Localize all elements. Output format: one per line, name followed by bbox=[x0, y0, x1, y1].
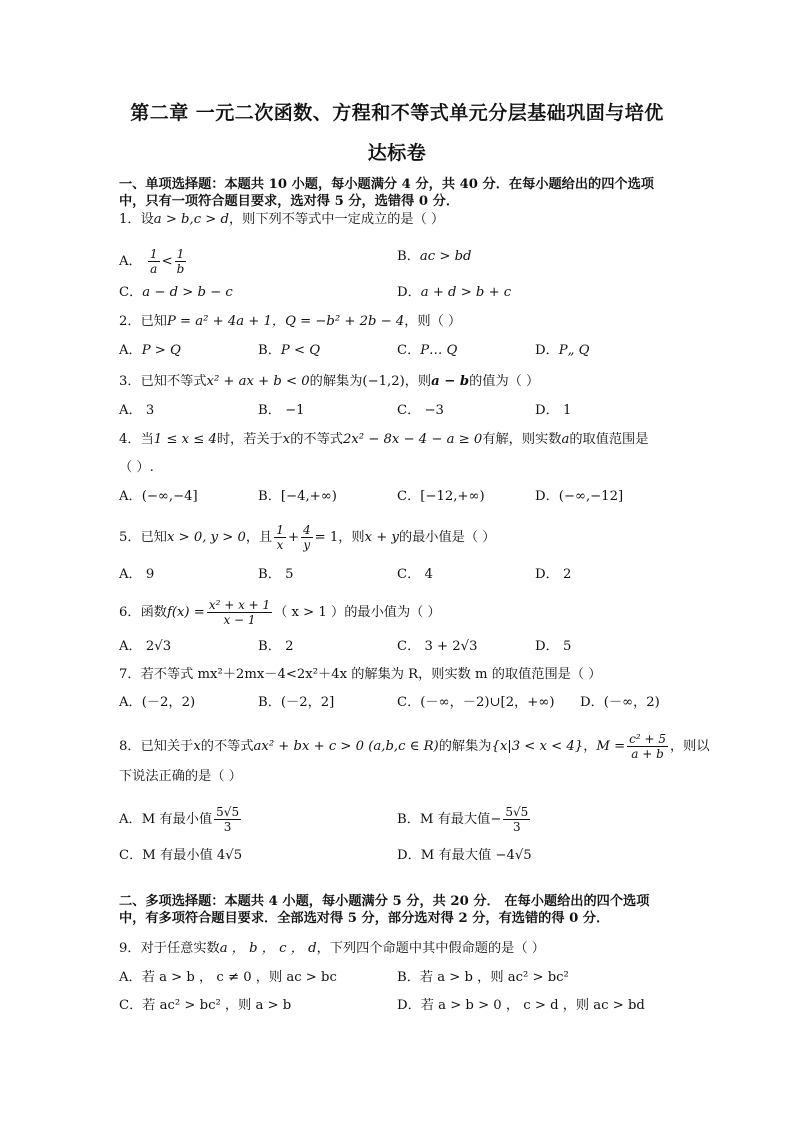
q5-option-b[interactable]: B． 5 bbox=[258, 567, 294, 582]
q1-option-a[interactable] bbox=[119, 248, 188, 275]
q8-option-a-fraction bbox=[214, 806, 241, 833]
q1-option-c-label: C． bbox=[119, 285, 143, 300]
q8-prefix: 8．已知关于 bbox=[119, 739, 194, 754]
q2-option-b-expr: P < Q bbox=[280, 343, 321, 358]
q5-fraction-1 bbox=[274, 524, 286, 551]
q9-variables: a ， b ， c ， d bbox=[219, 941, 317, 956]
q5-condition: x > 0, y > 0 bbox=[166, 530, 246, 545]
q3-mid: 的解集为 bbox=[309, 374, 363, 389]
q4-mid3: 有解，则实数 bbox=[482, 432, 562, 447]
question-3 bbox=[119, 373, 539, 391]
q8-fraction bbox=[627, 733, 668, 760]
q1-frac1-den: a bbox=[150, 262, 158, 276]
q4-mid2: 的不等式 bbox=[290, 432, 343, 447]
q4-option-a[interactable] bbox=[119, 488, 198, 506]
q5-equals: = 1 bbox=[314, 530, 339, 545]
q8-inequality: ax² + bx + c > 0 (a,b,c ∈ R) bbox=[253, 739, 439, 754]
page-title-line2: 达标卷 bbox=[367, 142, 427, 164]
section-1-line1: 一、单项选择题：本题共 10 小题，每小题满分 4 分，共 40 分．在每小题给出的四个选项 bbox=[119, 177, 654, 192]
q4-option-a-label: A． bbox=[119, 489, 142, 504]
q5-option-a[interactable]: A． 9 bbox=[119, 567, 155, 582]
q5-suffix: 的最小值是（ ） bbox=[398, 530, 496, 545]
q4-line2: （ ）. bbox=[119, 460, 154, 475]
section-1-heading bbox=[119, 176, 679, 210]
q8-option-d[interactable]: D．M 有最大值 −4√5 bbox=[397, 848, 532, 863]
q4-option-c-expr: [−12,+∞) bbox=[420, 489, 485, 504]
q4-option-b[interactable] bbox=[258, 488, 337, 506]
q2-option-c-label: C． bbox=[397, 343, 421, 358]
q3-option-c[interactable]: C． −3 bbox=[397, 403, 444, 418]
page-title-line1: 第二章 一元二次函数、方程和不等式单元分层基础巩固与培优 bbox=[130, 102, 664, 124]
q3-mid2: ，则 bbox=[404, 374, 432, 389]
q1-option-c-expr: a − d > b − c bbox=[142, 285, 233, 300]
q2-option-a-label: A． bbox=[119, 343, 142, 358]
q6-suffix: 的最小值为（ ） bbox=[344, 605, 441, 620]
q2-option-d-label: D． bbox=[535, 343, 559, 358]
q4-option-a-expr: (−∞,−4] bbox=[141, 489, 198, 504]
question-5 bbox=[119, 524, 495, 551]
q1-frac2-num: 1 bbox=[175, 248, 187, 262]
question-1 bbox=[119, 211, 444, 229]
q6-option-c[interactable]: C． 3 + 2√3 bbox=[397, 639, 478, 654]
q4-var-a: a bbox=[561, 432, 570, 447]
q3-option-a[interactable]: A． 3 bbox=[119, 403, 155, 418]
q5-plus: + bbox=[287, 530, 299, 545]
question-8 bbox=[119, 733, 710, 760]
q7-option-b[interactable]: B．(－2，2] bbox=[258, 695, 335, 710]
q8-solution-set: {x|3 < x < 4} bbox=[491, 739, 584, 754]
q6-option-b[interactable]: B． 2 bbox=[258, 639, 294, 654]
q6-function-name: f(x) = bbox=[166, 605, 205, 620]
q4-var-x: x bbox=[282, 432, 291, 447]
q8-b-den: 3 bbox=[513, 820, 521, 834]
q4-inequality: 2x² − 8x − 4 − a ≥ 0 bbox=[342, 432, 483, 447]
section-2-line1: 二、多项选择题：本题共 4 小题，每小题满分 5 分，共 20 分． 在每小题给出的四个选项 bbox=[119, 894, 650, 909]
q8-frac-den: a + b bbox=[631, 747, 664, 761]
q2-suffix: ，则（ ） bbox=[404, 314, 462, 329]
q9-option-d[interactable]: D．若 a > b > 0 ， c > d ，则 ac > bd bbox=[397, 998, 645, 1013]
q8-line2: 下说法正确的是（ ） bbox=[119, 769, 242, 784]
q2-option-a[interactable] bbox=[119, 342, 181, 360]
q4-option-d-label: D． bbox=[535, 489, 559, 504]
q6-fraction bbox=[207, 599, 272, 626]
q2-expression: P = a² + 4a + 1，Q = −b² + 2b − 4 bbox=[166, 314, 405, 329]
q3-solution-set: (−1,2) bbox=[362, 374, 405, 389]
q3-prefix: 3．已知不等式 bbox=[119, 374, 207, 389]
q6-frac-den: x − 1 bbox=[223, 613, 256, 627]
q8-m-definition: M = bbox=[596, 739, 626, 754]
q8-a-den: 3 bbox=[223, 820, 232, 834]
q8-option-b-fraction bbox=[503, 806, 530, 833]
q8-option-a[interactable] bbox=[119, 806, 243, 833]
q5-option-c[interactable]: C． 4 bbox=[397, 567, 433, 582]
question-7: 7．若不等式 mx²＋2mx－4<2x²＋4x 的解集为 R，则实数 m 的取值范围是（ ） bbox=[119, 667, 602, 682]
q8-a-num: 5√5 bbox=[216, 805, 240, 819]
q9-prefix: 9．对于任意实数 bbox=[119, 941, 220, 956]
q5-frac2-den: y bbox=[303, 538, 311, 552]
q5-fraction-2 bbox=[301, 524, 313, 551]
q4-mid: 时，若关于 bbox=[216, 432, 283, 447]
q5-mid: ，且 bbox=[245, 530, 273, 545]
q6-condition: （ x > 1 ） bbox=[274, 605, 345, 620]
q4-prefix: 4．当 bbox=[119, 432, 154, 447]
q8-b-num: 5√5 bbox=[505, 805, 529, 819]
q1-option-c[interactable] bbox=[119, 284, 233, 302]
question-4 bbox=[119, 431, 648, 449]
q1-option-a-label: A． bbox=[119, 254, 142, 269]
q2-option-b[interactable] bbox=[258, 342, 320, 360]
q4-option-c-label: C． bbox=[397, 489, 421, 504]
question-9 bbox=[119, 940, 545, 958]
q6-option-d[interactable]: D． 5 bbox=[535, 639, 572, 654]
q3-option-d[interactable]: D． 1 bbox=[535, 403, 572, 418]
q5-frac1-den: x bbox=[276, 538, 284, 552]
q1-frac1-num: 1 bbox=[149, 247, 158, 261]
q2-option-c[interactable] bbox=[397, 342, 457, 360]
q7-option-c[interactable]: C．(－∞，－2)∪[2，+∞) bbox=[397, 695, 555, 710]
q4-option-d-expr: (−∞,−12] bbox=[558, 489, 624, 504]
q5-option-d[interactable]: D． 2 bbox=[535, 567, 572, 582]
q3-a-minus-b: a − b bbox=[431, 374, 470, 389]
q8-mid3: ， bbox=[583, 739, 597, 754]
q2-prefix: 2．已知 bbox=[119, 314, 167, 329]
q6-option-a[interactable]: A． 2√3 bbox=[119, 639, 172, 654]
q4-option-b-expr: [−4,+∞) bbox=[280, 489, 337, 504]
q2-option-d-expr: P„ Q bbox=[558, 343, 590, 358]
question-6 bbox=[119, 599, 441, 626]
q1-option-d-expr: a + d > b + c bbox=[420, 285, 512, 300]
q2-option-c-expr: P… Q bbox=[420, 343, 458, 358]
q4-suffix: 的取值范围是 bbox=[569, 432, 649, 447]
q8-mid: 的不等式 bbox=[200, 739, 254, 754]
q2-option-b-label: B． bbox=[258, 343, 281, 358]
q1-fraction-1 bbox=[148, 248, 160, 275]
q2-option-d[interactable] bbox=[535, 342, 589, 360]
q1-option-d-label: D． bbox=[397, 285, 421, 300]
q4-option-b-label: B． bbox=[258, 489, 281, 504]
q5-frac1-num: 1 bbox=[276, 523, 284, 537]
q1-frac2-den: b bbox=[176, 262, 185, 276]
q1-condition: a > b,c > d bbox=[153, 212, 229, 227]
q8-frac-num: c² + 5 bbox=[629, 732, 666, 746]
q1-option-d[interactable] bbox=[397, 284, 511, 302]
q9-option-c[interactable]: C．若 ac² > bc² ，则 a > b bbox=[119, 998, 292, 1013]
q3-suffix: 的值为（ ） bbox=[469, 374, 540, 389]
q1-lt-sign: < bbox=[161, 254, 173, 269]
q2-option-a-expr: P > Q bbox=[141, 343, 181, 358]
section-2-heading bbox=[119, 893, 679, 927]
q3-inequality: x² + ax + b < 0 bbox=[206, 374, 310, 389]
q9-suffix: ，下列四个命题中其中假命题的是（ ） bbox=[316, 941, 545, 956]
q8-var-x: x bbox=[193, 739, 201, 754]
q1-prefix: 1．设 bbox=[119, 212, 154, 227]
q9-option-a[interactable]: A．若 a > b ， c ≠ 0 ，则 ac > bc bbox=[119, 970, 337, 985]
q5-sum: x + y bbox=[364, 530, 399, 545]
q4-option-d[interactable] bbox=[535, 488, 623, 506]
q6-frac-num: x² + x + 1 bbox=[208, 598, 271, 612]
q8-option-c[interactable]: C．M 有最小值 4√5 bbox=[119, 848, 243, 863]
q1-option-b-label: B． bbox=[397, 249, 420, 264]
q8-mid2: 的解集为 bbox=[438, 739, 492, 754]
q8-suffix: ，则以 bbox=[670, 739, 710, 754]
q1-suffix: ，则下列不等式中一定成立的是（ ） bbox=[228, 212, 445, 227]
q5-mid2: ，则 bbox=[338, 530, 365, 545]
q3-option-b[interactable]: B． −1 bbox=[258, 403, 305, 418]
q5-frac2-num: 4 bbox=[302, 523, 311, 537]
q5-prefix: 5．已知 bbox=[119, 530, 167, 545]
section-2-line2: 中，有多项符合题目要求．全部选对得 5 分，部分选对得 2 分，有选错的得 0 分． bbox=[119, 911, 610, 926]
q8-option-b[interactable] bbox=[397, 806, 532, 833]
q4-option-c[interactable] bbox=[397, 488, 485, 506]
q7-option-d[interactable]: D．(－∞，2) bbox=[580, 695, 660, 710]
q1-option-b[interactable] bbox=[397, 248, 471, 266]
q8-option-b-label: B．M 有最大值− bbox=[397, 812, 502, 827]
q8-option-a-label: A．M 有最小值 bbox=[119, 812, 213, 827]
q7-option-a[interactable]: A．(－2，2) bbox=[119, 695, 196, 710]
q1-option-b-expr: ac > bd bbox=[419, 249, 472, 264]
q1-fraction-2 bbox=[175, 248, 187, 275]
section-1-line2: 中，只有一项符合题目要求，选对得 5 分，选错得 0 分． bbox=[119, 194, 460, 209]
q6-prefix: 6．函数 bbox=[119, 605, 167, 620]
q9-option-b[interactable]: B．若 a > b ，则 ac² > bc² bbox=[397, 970, 569, 985]
question-2 bbox=[119, 313, 461, 331]
q4-range: 1 ≤ x ≤ 4 bbox=[153, 432, 217, 447]
